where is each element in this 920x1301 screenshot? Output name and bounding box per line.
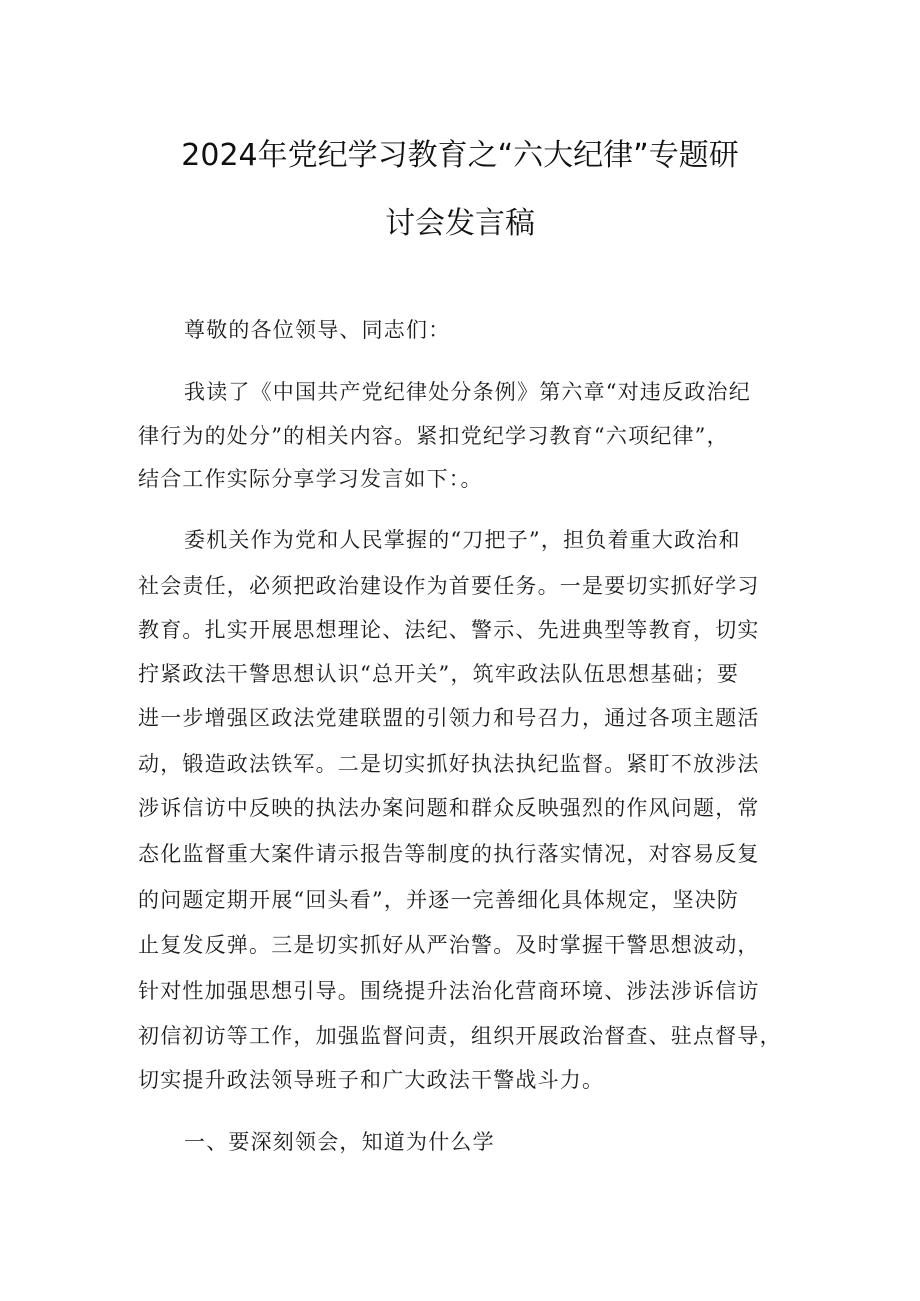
paragraph-2-line: 止复发反弹。三是切实抓好从严治警。及时掌握干警思想波动，	[138, 933, 760, 957]
paragraph-1-line: 结合工作实际分享学习发言如下：。	[138, 467, 483, 491]
paragraph-2-line: 社会责任，必须把政治建设作为首要任务。一是要切实抓好学习	[138, 574, 760, 598]
paragraph-2-line: 拧紧政法干警思想认识“总开关”，筑牢政法队伍思想基础；要	[138, 662, 740, 686]
document-title-line-2: 讨会发言稿	[385, 206, 535, 241]
paragraph-2-line: 委机关作为党和人民掌握的“刀把子”，担负着重大政治和	[184, 528, 741, 552]
section-heading: 一、要深刻领会，知道为什么学	[184, 1130, 495, 1154]
paragraph-1-line: 我读了《中国共产党纪律处分条例》第六章“对违反政治纪	[184, 380, 751, 404]
paragraph-2-line: 动，锻造政法铁军。二是切实抓好执法执纪监督。紧盯不放涉法	[138, 752, 760, 776]
paragraph-2-line: 教育。扎实开展思想理论、法纪、警示、先进典型等教育，切实	[138, 618, 760, 642]
paragraph-2-line: 初信初访等工作，加强监督问责，组织开展政治督查、驻点督导，	[138, 1024, 782, 1048]
paragraph-2-line: 态化监督重大案件请示报告等制度的执行落实情况，对容易反复	[138, 842, 760, 866]
paragraph-2-line: 涉诉信访中反映的执法办案问题和群众反映强烈的作风问题，常	[138, 796, 760, 820]
paragraph-1-line: 律行为的处分”的相关内容。紧扣党纪学习教育“六项纪律”，	[138, 424, 729, 448]
paragraph-2-line: 切实提升政法领导班子和广大政法干警战斗力。	[138, 1068, 605, 1092]
paragraph-2-line: 进一步增强区政法党建联盟的引领力和号召力，通过各项主题活	[138, 706, 760, 730]
paragraph-2-line: 的问题定期开展“回头看”，并逐一完善细化具体规定，坚决防	[138, 888, 740, 912]
salutation: 尊敬的各位领导、同志们：	[184, 318, 451, 342]
document-title-line-1: 2024年党纪学习教育之“六大纪律”专题研	[181, 138, 739, 173]
paragraph-2-line: 针对性加强思想引导。围绕提升法治化营商环境、涉法涉诉信访	[138, 979, 760, 1003]
